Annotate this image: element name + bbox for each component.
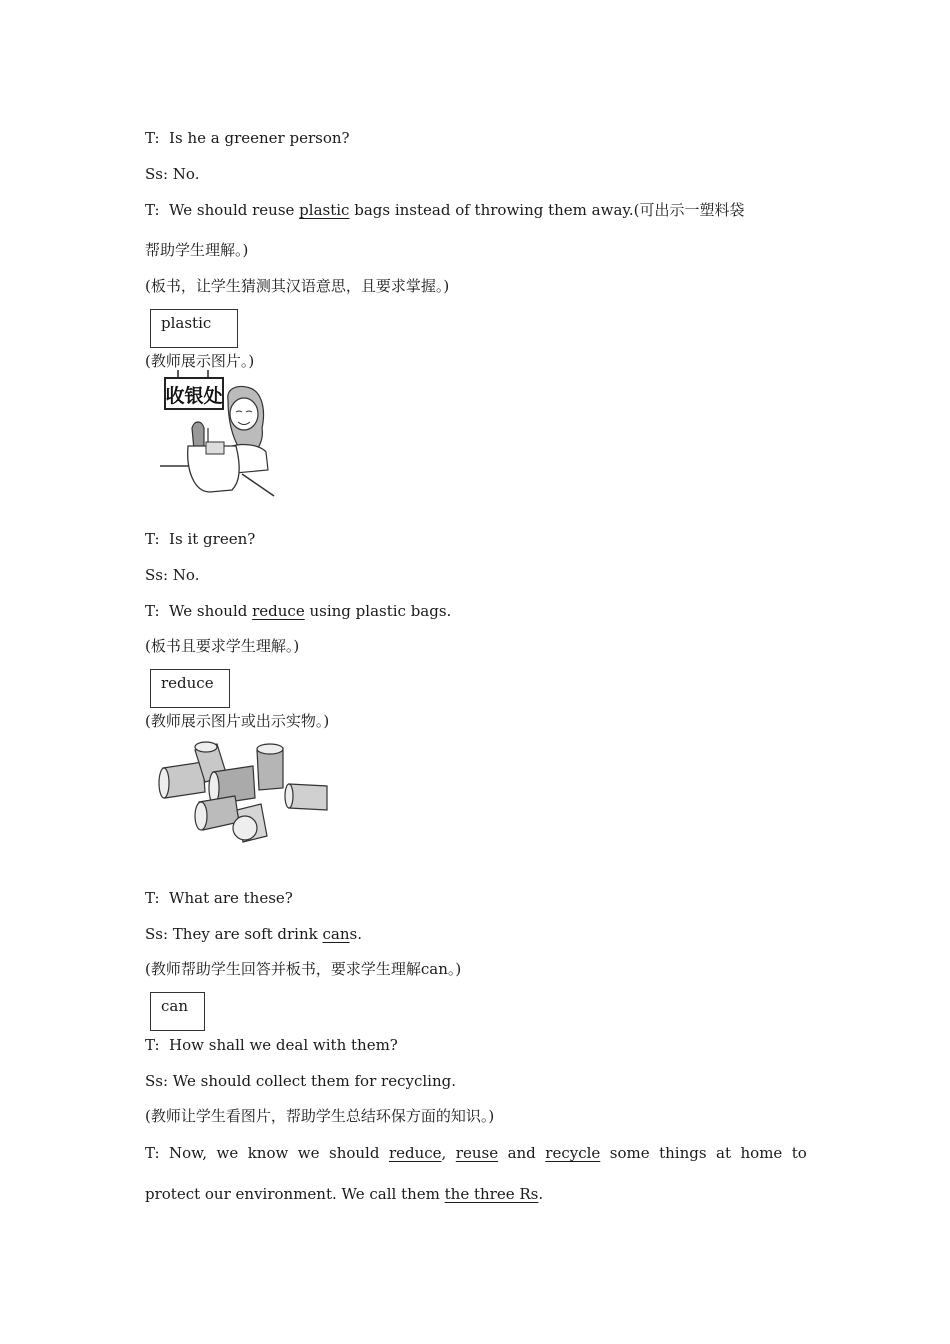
dialogue-line: protect our environment. We call them the three Rs. [145, 1185, 544, 1203]
dialogue-line: T: What are these? [145, 889, 293, 907]
dialogue-line: Ss: They are soft drink cans. [145, 925, 362, 943]
dialogue-line: T: Now, we know we should reduce, reuse and recycle some things at home to [145, 1144, 807, 1162]
note-line: (教师帮助学生回答并板书，要求学生理解can。) [145, 960, 462, 978]
underlined-word: plastic [299, 201, 350, 219]
sign-text: 收银处 [165, 385, 223, 407]
note-line: (板书且要求学生理解。) [145, 637, 300, 655]
dialogue-line: T: Is he a greener person? [145, 129, 350, 147]
dialogue-line: Ss: No. [145, 165, 200, 183]
dialogue-line: T: We should reuse plastic bags instead of throwing them away.(可出示一塑料袋 [145, 201, 745, 219]
cans-illustration [155, 740, 335, 848]
underlined-word: reduce [388, 1144, 442, 1162]
underlined-word: recycle [545, 1144, 601, 1162]
note-line: (教师让学生看图片，帮助学生总结环保方面的知识。) [145, 1107, 495, 1125]
dialogue-line: T: We should reduce using plastic bags. [145, 602, 452, 620]
underlined-word: reduce [252, 602, 305, 620]
underlined-word: can [322, 925, 350, 943]
note-line: (板书，让学生猜测其汉语意思，且要求掌握。) [145, 277, 450, 295]
note-line: (教师展示图片或出示实物。) [145, 712, 330, 730]
cashier-illustration [158, 370, 278, 500]
dialogue-line: T: Is it green? [145, 530, 256, 548]
note-line: (教师展示图片。) [145, 352, 255, 370]
vocab-box: reduce [150, 669, 230, 708]
vocab-box: can [150, 992, 205, 1031]
underlined-word: the three Rs [444, 1185, 539, 1203]
underlined-word: reuse [455, 1144, 499, 1162]
dialogue-line: Ss: No. [145, 566, 200, 584]
dialogue-line: T: How shall we deal with them? [145, 1036, 398, 1054]
dialogue-line: Ss: We should collect them for recycling. [145, 1072, 456, 1090]
vocab-box: plastic [150, 309, 238, 348]
note-line: 帮助学生理解。) [145, 241, 249, 259]
